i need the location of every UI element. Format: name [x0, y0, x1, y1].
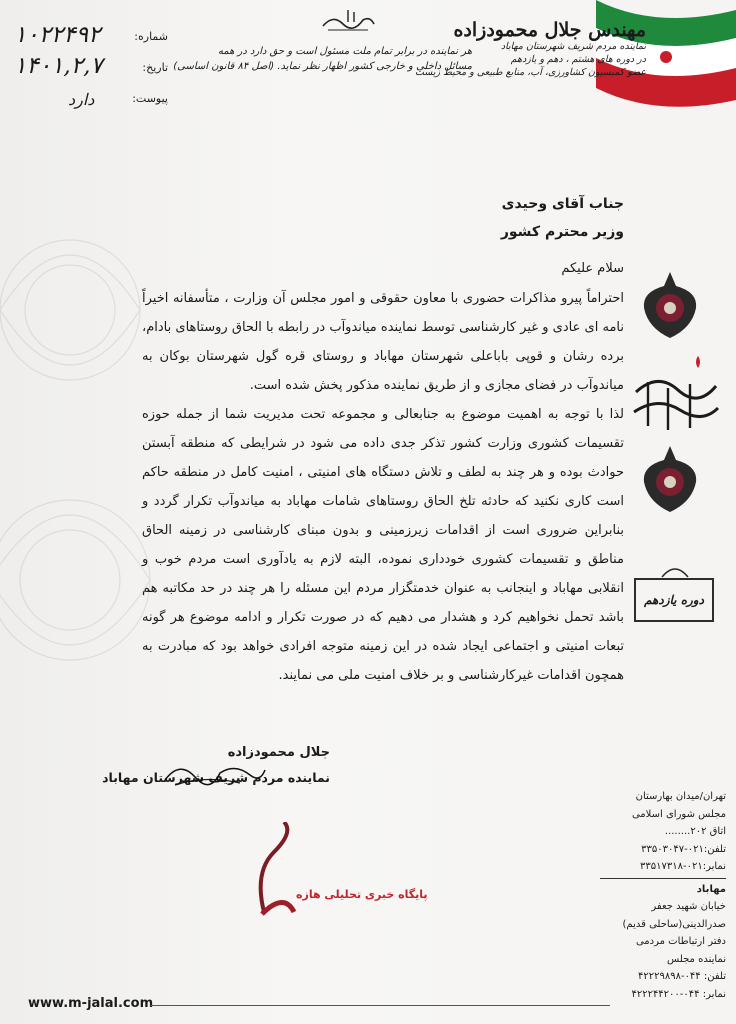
contact-line: صدرالدینی(ساحلی قدیم) [622, 918, 726, 930]
letter-meta [8, 22, 168, 115]
addressee-name: جناب آقای وحیدی [501, 196, 624, 212]
constitution-motto [173, 44, 472, 74]
signer-title: نماینده مردم شریف شهرستان مهاباد [102, 770, 330, 785]
majlis-emblem-icon [628, 352, 720, 436]
addressee-title: وزیر محترم کشور [500, 224, 624, 240]
number-value: ۱۰۲۲۴۹۲ [14, 22, 101, 48]
motto-line: هر نماینده در برابر تمام ملت مسئول است و حق دارد در همه [217, 46, 472, 57]
rep-line: عضو کمیسیون کشاورزی، آب، منابع طبیعی و محیط زیست [415, 66, 646, 78]
contact-line: مجلس شورای اسلامی [631, 808, 726, 820]
contact-line: تلفن: ۰۴۴-۴۲۲۲۹۸۹۸ [637, 971, 726, 982]
contact-line: اتاق ۲۰۲........ [664, 826, 726, 837]
paragraph-1: احتراماً پیرو مذاکرات حضوری با معاون حقوقی و امور مجلس آن وزارت ، متأسفانه اخیراً نامه ای عادی و غیر کارشناسی توسط نماینده میاندوآب در رابطه با الحاق روستاهای بادام، برده رشان و قوپی باباعلی شهرستان مهاباد و روستای قره گول شهرستان بوکان به میاندوآب در فضای مجازی و از طریق نماینده مذکور پخش شده است. [142, 291, 624, 393]
contact-line: نمابر:۰۲۱-۳۳۵۱۷۳۱۸ [640, 861, 726, 872]
signer-name: جلال محمودزاده [227, 745, 330, 760]
ornament-medallion-icon [640, 446, 700, 512]
flag-emblem-icon [660, 51, 672, 63]
watermark-text: پایگاه خبری تحلیلی هازه [296, 888, 428, 901]
contact-line: نماینده مجلس [667, 953, 726, 965]
contact-line: نمابر: ۰۴۴-۴۲۲۲۴۴۲۰۰ [631, 988, 726, 1000]
bismillah-calligraphy [318, 6, 378, 36]
footer-divider [150, 1005, 610, 1006]
website-link[interactable]: www.m-jalal.com [28, 996, 154, 1011]
date-label: تاریخ: [142, 61, 168, 74]
contact-line: دفتر ارتباطات مردمی [635, 936, 726, 947]
contact-line: تهران/میدان بهارستان [635, 791, 726, 802]
divider [600, 878, 726, 879]
contact-line: تلفن:۰۲۱-۳۳۵۰۳۰۴۷ [641, 843, 726, 855]
representative-name: مهندس جلال محمودزاده [453, 19, 646, 41]
attachment-value: دارد [68, 90, 95, 109]
rep-line: در دوره های هشتم ، دهم و یازدهم [510, 53, 646, 65]
hazhe-watermark-logo [244, 822, 444, 922]
contact-info [600, 788, 726, 1003]
letter-body [142, 190, 624, 690]
signature-block [102, 745, 330, 785]
majlis-logo [628, 352, 720, 436]
motto-line: مسائل داخلی و خارجی کشور اظهار نظر نماید. (اصل ۸۴ قانون اساسی) [173, 61, 472, 72]
parliament-period-badge [634, 578, 714, 622]
period-ornament-icon [660, 565, 690, 579]
greeting: سلام علیکم [561, 261, 624, 276]
contact-city: مهاباد [696, 883, 726, 895]
period-label: دوره یازدهم [644, 593, 704, 607]
ornament-medallion-icon [640, 272, 700, 338]
paragraph-2: لذا با توجه به اهمیت موضوع به جنابعالی و مجموعه تحت مدیریت شما از جمله حوزه تقسیمات کشوری وزارت کشور تذکر جدی داده می شود در شرایطی که منطقه آبستن حوادث بوده و هر چند به لطف و تلاش دستگاه های امنیتی ، امنیت کامل در منطقه حاکم است کاری نکنید که حادثه تلخ الحاق روستاهای شامات مهاباد به میاندوآب تکرار گردد و بنابراین ضروری است از اقدامات زیرزمینی و بدون مبنای کارشناسی در زمینه الحاق مناطق و تقسیمات کشوری خودداری نموده، البته لازم به یادآوری است مردم خوب و انقلابی مهاباد و اینجانب به عنوان خدمتگزار مردم این مسئله را هر چند در حد مکاتبه هم باشد تحمل نخواهیم کرد و هشدار می دهیم که در صورت تکرار و ادامه موضوع هر گونه تبعات امنیتی و اجتماعی ایجاد شده در این زمینه متوجه افرادی خواهد بود که مبادرت به همچون اقدامات غیرکارشناسی و بر خلاف امنیت ملی می نمایند. [142, 407, 624, 683]
attachment-label: پیوست: [132, 92, 168, 105]
number-label: شماره: [134, 30, 168, 43]
handwritten-signature [160, 755, 270, 795]
contact-line: خیابان شهید جعفر [651, 901, 726, 912]
rep-line: نماینده مردم شریف شهرستان مهاباد [500, 40, 646, 52]
date-value: ۱۴۰۱,۲,۷ [14, 53, 103, 79]
